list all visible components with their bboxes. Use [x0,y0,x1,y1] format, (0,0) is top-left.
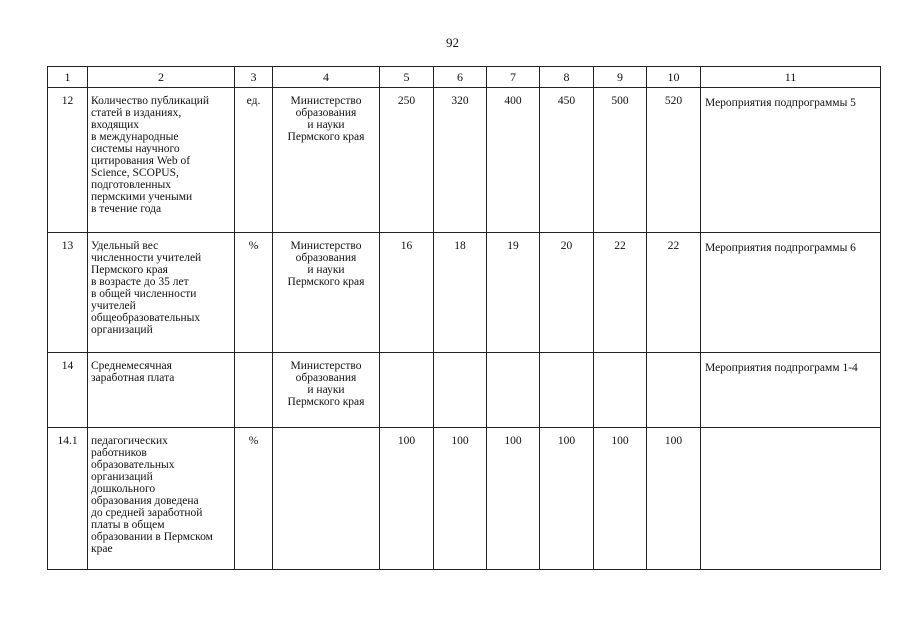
header-cell: 2 [88,67,235,88]
header-cell: 6 [434,67,487,88]
indicator-name: Среднемесячная заработная плата [88,353,235,428]
indicator-name: педагогических работников образовательных организаций дошкольного образования доведена до средней заработной платы в общем образовании в Пермском крае [88,428,235,570]
header-cell: 11 [701,67,881,88]
value-cell: 22 [647,233,701,353]
header-cell: 5 [380,67,434,88]
value-cell [540,353,594,428]
value-cell: 500 [594,88,647,233]
value-cell: 100 [647,428,701,570]
value-cell [434,353,487,428]
note-cell: Мероприятия подпрограммы 5 [701,88,881,233]
header-cell: 10 [647,67,701,88]
indicators-table [47,66,881,570]
note-cell: Мероприятия подпрограмм 1-4 [701,353,881,428]
row-number: 14 [48,353,88,428]
executor-cell: Министерство образования и науки Пермского края [273,233,380,353]
value-cell: 100 [540,428,594,570]
header-cell: 9 [594,67,647,88]
unit-cell [235,353,273,428]
table-row [48,428,881,570]
value-cell: 320 [434,88,487,233]
value-cell: 16 [380,233,434,353]
row-number: 12 [48,88,88,233]
value-cell: 520 [647,88,701,233]
note-cell [701,428,881,570]
value-cell: 100 [487,428,540,570]
header-row [48,67,881,88]
value-cell: 100 [380,428,434,570]
row-number: 14.1 [48,428,88,570]
unit-cell: ед. [235,88,273,233]
page-number: 92 [446,35,459,50]
value-cell [380,353,434,428]
value-cell: 450 [540,88,594,233]
value-cell: 18 [434,233,487,353]
table-row [48,233,881,353]
table-row [48,88,881,233]
unit-cell: % [235,233,273,353]
indicator-name: Удельный вес численности учителей Пермского края в возрасте до 35 лет в общей численности учителей общеобразовательных организаций [88,233,235,353]
header-cell: 1 [48,67,88,88]
unit-cell: % [235,428,273,570]
executor-cell: Министерство образования и науки Пермского края [273,88,380,233]
value-cell: 19 [487,233,540,353]
note-cell: Мероприятия подпрограммы 6 [701,233,881,353]
executor-cell [273,428,380,570]
header-cell: 4 [273,67,380,88]
value-cell: 22 [594,233,647,353]
value-cell [647,353,701,428]
row-number: 13 [48,233,88,353]
value-cell: 400 [487,88,540,233]
value-cell: 20 [540,233,594,353]
value-cell [594,353,647,428]
value-cell: 100 [594,428,647,570]
indicator-name: Количество публикаций статей в изданиях, входящих в международные системы научного цитирования Web of Science, SCOPUS, подготовленных пермскими учеными в течение года [88,88,235,233]
header-cell: 7 [487,67,540,88]
value-cell [487,353,540,428]
executor-cell: Министерство образования и науки Пермского края [273,353,380,428]
header-cell: 8 [540,67,594,88]
table-row [48,353,881,428]
value-cell: 100 [434,428,487,570]
header-cell: 3 [235,67,273,88]
value-cell: 250 [380,88,434,233]
